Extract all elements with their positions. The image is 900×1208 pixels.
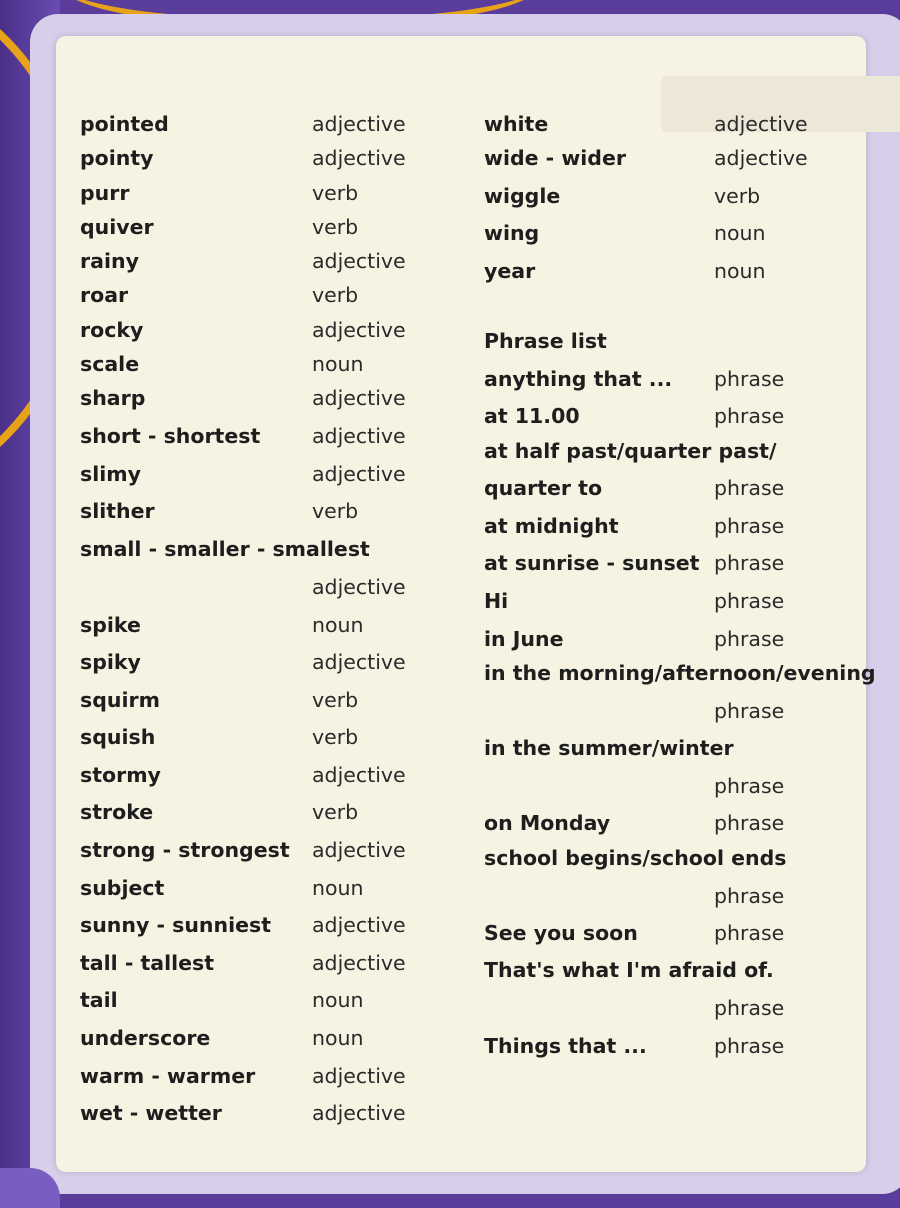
entry-part-of-speech: phrase [714, 551, 785, 575]
entry-part-of-speech: phrase [714, 514, 785, 538]
entry-word: quarter to [484, 476, 603, 500]
entry-word: stroke [80, 800, 154, 824]
entry-part-of-speech: adjective [312, 249, 406, 273]
entry-word: at sunrise - sunset [484, 551, 700, 575]
entry-word: wiggle [484, 184, 561, 208]
entry-part-of-speech: noun [312, 876, 364, 900]
entry-part-of-speech: adjective [714, 112, 808, 136]
entry-part-of-speech: adjective [312, 951, 406, 975]
entry-part-of-speech: phrase [714, 404, 785, 428]
entry-word: short - shortest [80, 424, 261, 448]
entry-word: quiver [80, 215, 154, 239]
entry-word: squirm [80, 688, 160, 712]
entry-part-of-speech: noun [312, 988, 364, 1012]
entry-word: subject [80, 876, 165, 900]
entry-part-of-speech: phrase [714, 996, 785, 1020]
entry-word: slimy [80, 462, 141, 486]
entry-word: sunny - sunniest [80, 913, 272, 937]
entry-part-of-speech: phrase [714, 774, 785, 798]
entry-part-of-speech: phrase [714, 811, 785, 835]
entry-word: wide - wider [484, 146, 626, 170]
entry-part-of-speech: adjective [312, 913, 406, 937]
entry-part-of-speech: phrase [714, 699, 785, 723]
entry-word: in June [484, 627, 564, 651]
phrase-list-heading: Phrase list [484, 329, 607, 353]
entry-word: stormy [80, 763, 161, 787]
entry-word: pointy [80, 146, 154, 170]
entry-word: strong - strongest [80, 838, 290, 862]
entry-word: in the summer/winter [484, 736, 734, 760]
entry-word: at 11.00 [484, 404, 580, 428]
entry-part-of-speech: adjective [312, 650, 406, 674]
entry-part-of-speech: verb [312, 283, 359, 307]
entry-word: purr [80, 181, 130, 205]
entry-part-of-speech: phrase [714, 921, 785, 945]
entry-word: wing [484, 221, 540, 245]
entry-part-of-speech: adjective [312, 462, 406, 486]
entry-part-of-speech: phrase [714, 627, 785, 651]
entry-word: white [484, 112, 549, 136]
entry-word: anything that ... [484, 367, 673, 391]
entry-part-of-speech: phrase [714, 884, 785, 908]
entry-word: at midnight [484, 514, 619, 538]
entry-word: wet - wetter [80, 1101, 222, 1125]
entry-word: scale [80, 352, 140, 376]
entry-part-of-speech: verb [312, 688, 359, 712]
entry-part-of-speech: noun [714, 259, 766, 283]
entry-part-of-speech: verb [312, 800, 359, 824]
entry-part-of-speech: noun [312, 1026, 364, 1050]
entry-part-of-speech: noun [312, 352, 364, 376]
entry-word: pointed [80, 112, 169, 136]
entry-word: tail [80, 988, 118, 1012]
entry-word: on Monday [484, 811, 611, 835]
entry-word: in the morning/afternoon/evening [484, 661, 876, 685]
entry-word: warm - warmer [80, 1064, 256, 1088]
entry-word: sharp [80, 386, 146, 410]
entry-part-of-speech: phrase [714, 589, 785, 613]
entry-part-of-speech: phrase [714, 367, 785, 391]
entry-part-of-speech: adjective [312, 318, 406, 342]
entry-part-of-speech: adjective [312, 112, 406, 136]
entry-part-of-speech: verb [312, 215, 359, 239]
word-list-page [56, 36, 876, 1172]
entry-part-of-speech: adjective [714, 146, 808, 170]
entry-part-of-speech: noun [714, 221, 766, 245]
entry-part-of-speech: verb [312, 181, 359, 205]
entry-part-of-speech: phrase [714, 476, 785, 500]
entry-word: squish [80, 725, 156, 749]
entry-part-of-speech: adjective [312, 1064, 406, 1088]
entry-part-of-speech: verb [312, 499, 359, 523]
entry-word: school begins/school ends [484, 846, 787, 870]
entry-word: small - smaller - smallest [80, 537, 370, 561]
entry-part-of-speech: adjective [312, 763, 406, 787]
entry-word: tall - tallest [80, 951, 215, 975]
entry-word: spike [80, 613, 141, 637]
entry-part-of-speech: noun [312, 613, 364, 637]
entry-word: at half past/quarter past/ [484, 439, 777, 463]
entry-word: rocky [80, 318, 144, 342]
entry-word: slither [80, 499, 155, 523]
entry-word: rainy [80, 249, 139, 273]
entry-part-of-speech: adjective [312, 1101, 406, 1125]
entry-part-of-speech: adjective [312, 838, 406, 862]
entry-part-of-speech: phrase [714, 1034, 785, 1058]
entry-word: roar [80, 283, 129, 307]
entry-word: Hi [484, 589, 509, 613]
entry-part-of-speech: verb [714, 184, 761, 208]
entry-word: underscore [80, 1026, 211, 1050]
entry-part-of-speech: adjective [312, 575, 406, 599]
entry-part-of-speech: adjective [312, 386, 406, 410]
entry-word: That's what I'm afraid of. [484, 958, 774, 982]
entry-word: See you soon [484, 921, 638, 945]
entry-word: year [484, 259, 536, 283]
entry-part-of-speech: adjective [312, 424, 406, 448]
entry-part-of-speech: adjective [312, 146, 406, 170]
entry-part-of-speech: verb [312, 725, 359, 749]
entry-word: spiky [80, 650, 141, 674]
entry-word: Things that ... [484, 1034, 647, 1058]
